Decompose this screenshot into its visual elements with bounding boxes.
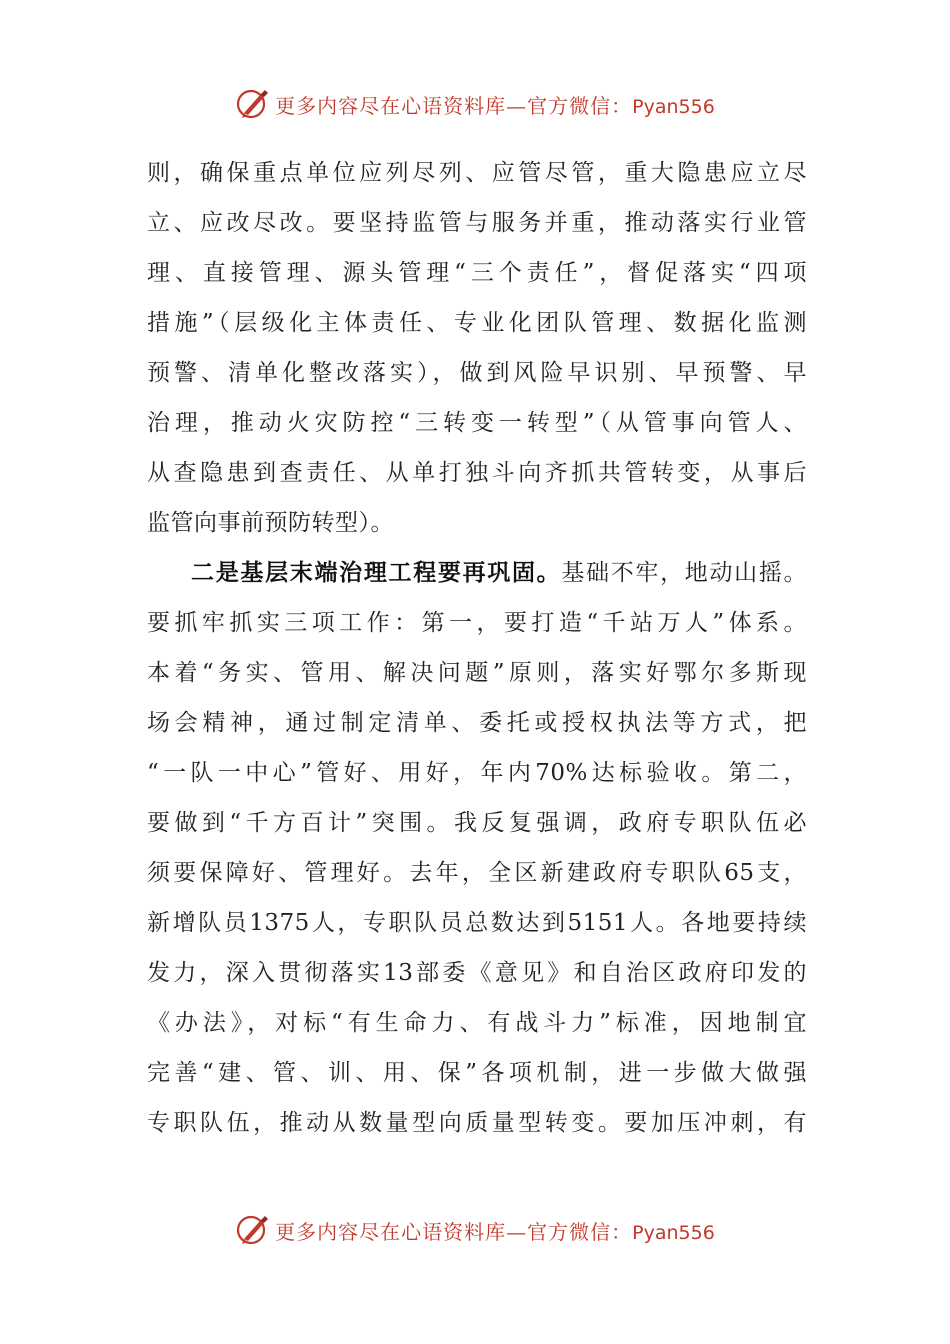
text-line: “一队一中心”管好、用好，年内70%达标验收。第二， (147, 760, 807, 786)
text-line: 理、直接管理、源头管理“三个责任”，督促落实“四项 (147, 260, 807, 286)
footer-watermark-banner (0, 1210, 950, 1250)
banner-text (275, 1216, 715, 1245)
text-line: 专职队伍，推动从数量型向质量型转变。要加压冲刺，有 (147, 1110, 807, 1136)
text-line: 《办法》，对标“有生命力、有战斗力”标准，因地制宜 (147, 1010, 807, 1036)
text-line: 发力，深入贯彻落实13部委《意见》和自治区政府印发的 (147, 960, 807, 986)
text-line: 要做到“千方百计”突围。我反复强调，政府专职队伍必 (147, 810, 807, 836)
banner-slogan: 更多内容尽在心语资料库—官方微信： (275, 1219, 633, 1244)
text-line: 要抓牢抓实三项工作：第一，要打造“千站万人”体系。 (147, 610, 807, 636)
banner-wechat-id: Pyan556 (632, 95, 715, 118)
header-watermark-banner (0, 84, 950, 124)
paragraph-2 (147, 548, 807, 1148)
text-line: 措施”（层级化主体责任、专业化团队管理、数据化监测 (147, 310, 807, 336)
text-line: 监管向事前预防转型）。 (147, 510, 394, 536)
text-line: 新增队员1375人，专职队员总数达到5151人。各地要持续 (147, 910, 807, 936)
text-line: 立、应改尽改。要坚持监管与服务并重，推动落实行业管 (147, 210, 807, 236)
text-line: 本着“务实、管用、解决问题”原则，落实好鄂尔多斯现 (147, 660, 807, 686)
paragraph-1 (147, 148, 807, 548)
pen-logo-icon (235, 86, 271, 122)
text-line: 从查隐患到查责任、从单打独斗向齐抓共管转变，从事后 (147, 460, 807, 486)
banner-text (275, 90, 715, 119)
paragraph-text: 基础不牢，地动山摇。 (561, 560, 807, 586)
text-line: 预警、清单化整改落实），做到风险早识别、早预警、早 (147, 360, 807, 386)
banner-slogan: 更多内容尽在心语资料库—官方微信： (275, 93, 633, 118)
text-line: 场会精神，通过制定清单、委托或授权执法等方式，把 (147, 710, 807, 736)
text-line: 须要保障好、管理好。去年，全区新建政府专职队65支， (147, 860, 807, 886)
pen-logo-icon (235, 1212, 271, 1248)
text-line: 完善“建、管、训、用、保”各项机制，进一步做大做强 (147, 1060, 807, 1086)
document-body (147, 148, 807, 1148)
text-line (147, 548, 807, 598)
banner-wechat-id: Pyan556 (632, 1221, 715, 1244)
paragraph-heading: 二是基层末端治理工程要再巩固。 (191, 559, 562, 586)
text-line: 治理，推动火灾防控“三转变一转型”（从管事向管人、 (147, 410, 807, 436)
text-line: 则，确保重点单位应列尽列、应管尽管，重大隐患应立尽 (147, 160, 807, 186)
